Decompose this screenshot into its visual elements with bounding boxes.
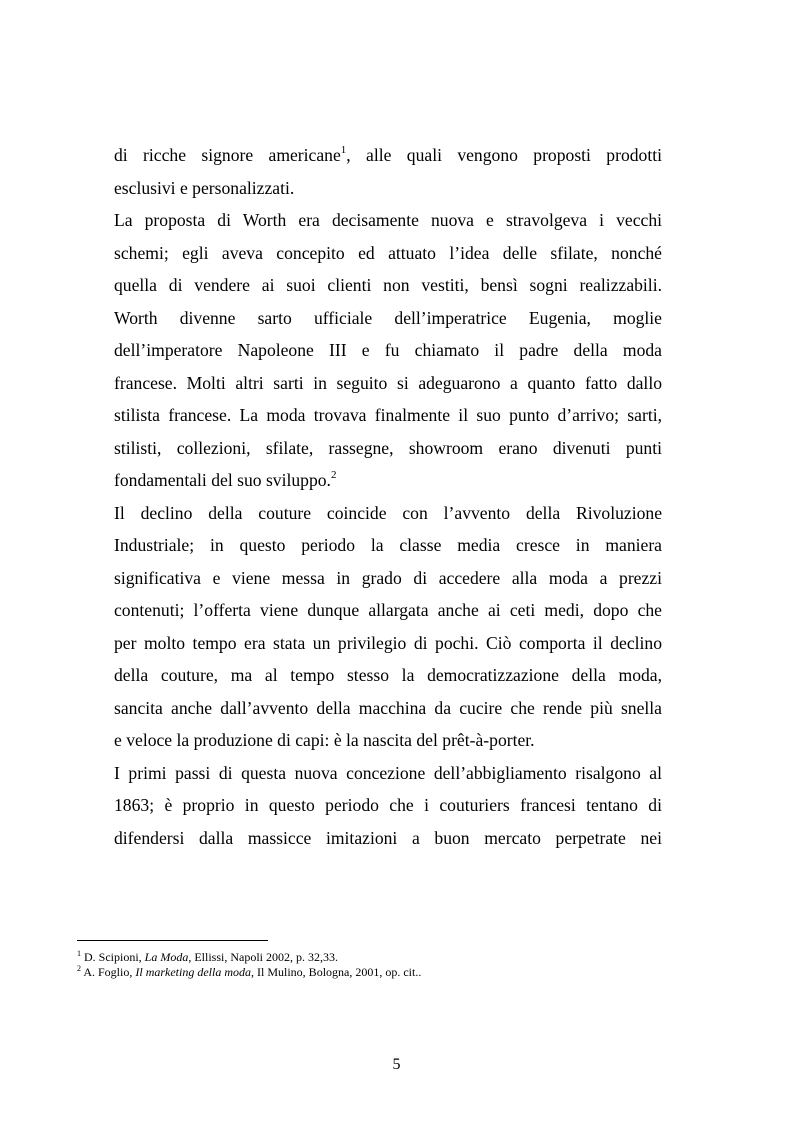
text-line: I primi passi di questa nuova concezione dell’abbigliamento risalgono al: [114, 762, 662, 783]
text-line: stilisti, collezioni, sfilate, rassegne, showroom erano divenuti punti: [114, 437, 662, 458]
footnote-title: Il marketing della moda: [135, 965, 252, 979]
body-text: [114, 139, 662, 854]
footnote-divider: [77, 940, 268, 941]
text-line: e veloce la produzione di capi: è la nascita del prêt-à-porter.: [114, 730, 535, 750]
text-line: Worth divenne sarto ufficiale dell’imperatrice Eugenia, moglie: [114, 307, 662, 328]
text-line: La proposta di Worth era decisamente nuova e stravolgeva i vecchi: [114, 210, 662, 230]
text-line: significativa e viene messa in grado di accedere alla moda a prezzi: [114, 567, 662, 588]
text-line: esclusivi e personalizzati.: [114, 177, 295, 198]
text-line: francese. Molti altri sarti in seguito si adeguarono a quanto fatto dallo: [114, 372, 662, 393]
page-number: 5: [392, 1056, 401, 1073]
text-line: dell’imperatore Napoleone III e fu chiamato il padre della moda: [114, 340, 662, 360]
text-line: fondamentali del suo sviluppo.$^2$: [114, 469, 337, 490]
text-line: quella di vendere ai suoi clienti non vestiti, bensì sogni realizzabili.: [114, 275, 662, 295]
text-line: stilista francese. La moda trovava finalmente il suo punto d’arrivo; sarti,: [114, 405, 662, 425]
text-line: contenuti; l’offerta viene dunque allargata anche ai ceti medi, dopo che: [114, 600, 662, 620]
footnote-number: 2: [77, 964, 81, 973]
footnote: $^2$ A. Foglio, Il marketing della moda, Il Mulino, Bologna, 2001, op. cit..: [77, 964, 422, 979]
text-line: sancita anche dall’avvento della macchina da cucire che rende più snella: [114, 697, 662, 718]
footnote: $^1$ D. Scipioni, La Moda, Ellissi, Napoli 2002, p. 32,33.: [77, 949, 339, 964]
text-line: difendersi dalla massicce imitazioni a buon mercato perpetrate nei: [114, 827, 662, 848]
footnote-number: 1: [77, 949, 81, 958]
text-line: di ricche signore americane$^1$, alle quali vengono proposti prodotti: [114, 144, 663, 165]
text-line: Industriale; in questo periodo la classe media cresce in maniera: [114, 535, 662, 555]
footnotes: [77, 950, 697, 980]
footnote-reference[interactable]: 2: [330, 469, 337, 482]
text-line: Il declino della couture coincide con l’avvento della Rivoluzione: [114, 502, 662, 523]
text-line: 1863; è proprio in questo periodo che i couturiers francesi tentano di: [114, 795, 662, 815]
text-line: della couture, ma al tempo stesso la democratizzazione della moda,: [114, 665, 662, 685]
footnote-reference[interactable]: 1: [340, 144, 347, 157]
text-line: per molto tempo era stata un privilegio di pochi. Ciò comporta il declino: [114, 632, 662, 653]
footnote-title: La Moda: [144, 950, 189, 964]
text-line: schemi; egli aveva concepito ed attuato l’idea delle sfilate, nonché: [114, 242, 662, 263]
